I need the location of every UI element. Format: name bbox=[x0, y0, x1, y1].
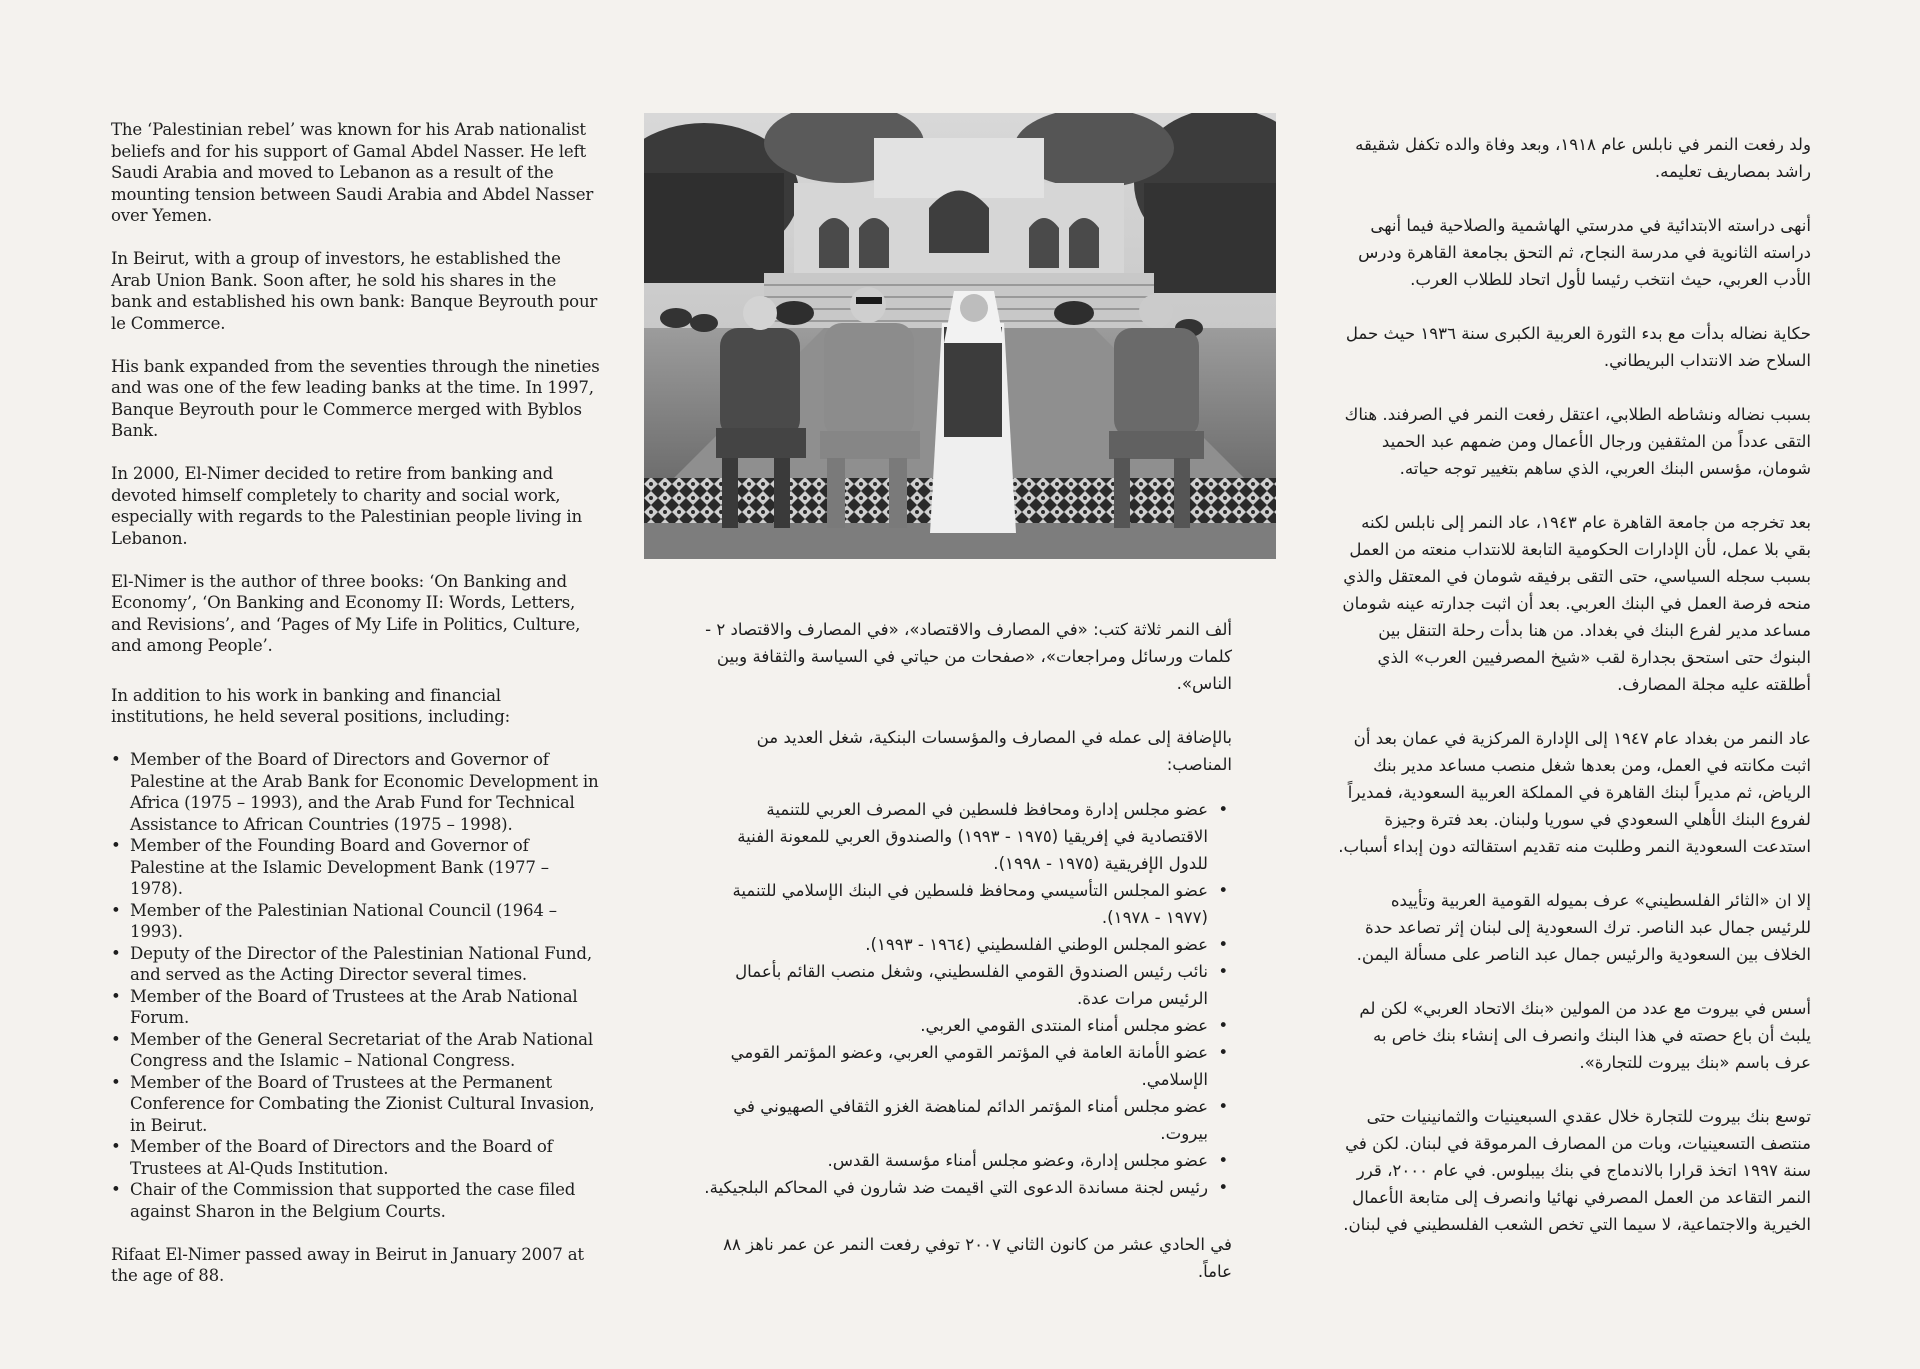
ar-paragraph: توسع بنك بيروت للتجارة خلال عقدي السبعينيات والثمانينيات حتى منتصف التسعينيات، وبات من المصارف المرموقة في لبنان. لكن في سنة ١٩٩٧ اتخذ قرارا بالاندماج في بنك بيبلوس. في عام ٢٠٠٠، قرر النمر التقاعد من العمل المصرفي نهائيا وانصرف إلى متابعة الأعمال الخيرية والاجتماعية، لا سيما التي تخص الشعب الفلسطيني في لبنان. bbox=[1343, 1107, 1811, 1234]
list-item: • نائب رئيس الصندوق القومي الفلسطيني، وشغل منصب القائم بأعمال الرئيس مرات عدة. bbox=[696, 958, 1208, 1012]
en-paragraph: El-Nimer is the author of three books: ‘On Banking and Economy’, ‘On Banking and Economy II: Words, Letters, and Revisions’, and ‘Pages of My Life in Politics, Culture, and among People’. bbox=[111, 571, 581, 655]
arabic-middle-column bbox=[696, 616, 1232, 1312]
list-item: • عضو المجلس الوطني الفلسطيني (١٩٦٤ - ١٩٩٣). bbox=[696, 931, 1208, 958]
en-paragraph: In Beirut, with a group of investors, he established the Arab Union Bank. Soon after, he sold his shares in the bank and established his own bank: Banque Beyrouth pour le Commerce. bbox=[111, 249, 598, 333]
list-item: • Member of the Board of Trustees at the Permanent Conference for Combating the Zionist Cultural Invasion, in Beirut. bbox=[130, 1072, 601, 1137]
list-item: • رئيس لجنة مساندة الدعوى التي اقيمت ضد شارون في المحاكم البلجيكية. bbox=[696, 1174, 1208, 1201]
list-item: • عضو الأمانة العامة في المؤتمر القومي العربي، وعضو المؤتمر القومي الإسلامي. bbox=[696, 1039, 1208, 1093]
english-column bbox=[111, 119, 601, 1308]
list-item: • عضو مجلس إدارة ومحافظ فلسطين في المصرف العربي للتنمية الاقتصادية في إفريقيا (١٩٧٥ - ١٩٩٣) والصندوق العربي للمعونة الفنية للدول الإفريقية (١٩٧٥ - ١٩٩٨). bbox=[696, 796, 1208, 877]
en-paragraph: In 2000, El-Nimer decided to retire from banking and devoted himself completely to charity and social work, especially with regards to the Palestinian people living in Lebanon. bbox=[111, 464, 582, 548]
ar-paragraph: بسبب نضاله ونشاطه الطلابي، اعتقل رفعت النمر في الصرفند. هناك التقى عدداً من المثقفين ورجال الأعمال ومن ضمهم عبد الحميد شومان، مؤسس البنك العربي، الذي ساهم بتغيير توجه حياته. bbox=[1344, 405, 1811, 478]
photo-illustration bbox=[644, 113, 1276, 559]
en-closing: Rifaat El-Nimer passed away in Beirut in January 2007 at the age of 88. bbox=[111, 1244, 584, 1285]
ar-paragraph: عاد النمر من بغداد عام ١٩٤٧ إلى الإدارة المركزية في عمان بعد أن اثبت مكانته في العمل، ومن بعدها شغل منصب مساعد مدير بنك الرياض، ثم مديراً لبنك القاهرة في المملكة العربية السعودية، فمديراً لفروع البنك الأهلي السعودي في سوريا ولبنان. بعد فترة وجيزة استدعت السعودية النمر وطلبت منه تقديم استقالته دون إبداء أسباب. bbox=[1338, 729, 1811, 856]
list-item: • عضو المجلس التأسيسي ومحافظ فلسطين في البنك الإسلامي للتنمية (١٩٧٧ - ١٩٧٨). bbox=[696, 877, 1208, 931]
list-item: • Member of the Board of Directors and Governor of Palestine at the Arab Bank for Economic Development in Africa (1975 – 1993), and the Arab Fund for Technical Assistance to African Countries (1975 – 1998). bbox=[130, 749, 601, 835]
historic-photo bbox=[644, 113, 1276, 559]
arabic-right-column bbox=[1336, 131, 1811, 1265]
list-item: • Chair of the Commission that supported the case filed against Sharon in the Belgium Courts. bbox=[130, 1179, 601, 1222]
ar-closing: في الحادي عشر من كانون الثاني ٢٠٠٧ توفي رفعت النمر عن عمر ناهز ٨٨ عاماً. bbox=[723, 1235, 1232, 1281]
ar-paragraph: أسس في بيروت مع عدد من المولين «بنك الاتحاد العربي» لكن لم يلبث أن باع حصته في هذا البنك وانصرف الى إنشاء بنك خاص به عرف باسم «بنك بيروت للتجارة». bbox=[1359, 999, 1811, 1072]
list-item: • Member of the Board of Directors and the Board of Trustees at Al-Quds Institution. bbox=[130, 1136, 601, 1179]
ar-positions-list bbox=[696, 796, 1232, 1201]
ar-intro-paragraph: بالإضافة إلى عمله في المصارف والمؤسسات البنكية، شغل العديد من المناصب: bbox=[756, 728, 1232, 774]
list-item: • Deputy of the Director of the Palestinian National Fund, and served as the Acting Director several times. bbox=[130, 943, 601, 986]
en-paragraph: His bank expanded from the seventies through the nineties and was one of the few leading banks at the time. In 1997, Banque Beyrouth pour le Commerce merged with Byblos Bank. bbox=[111, 356, 600, 440]
ar-books-paragraph: ألف النمر ثلاثة كتب: «في المصارف والاقتصاد»، «في المصارف والاقتصاد ٢ - كلمات ورسائل ومراجعات»، «صفحات من حياتي في السياسة والثقافة وبين الناس». bbox=[705, 620, 1232, 693]
ar-paragraph: أنهى دراسته الابتدائية في مدرستي الهاشمية والصلاحية فيما أنهى دراسته الثانوية في مدرسة النجاح، ثم التحق بجامعة القاهرة ودرس الأدب العربي، حيث انتخب رئيسا لأول اتحاد للطلاب العرب. bbox=[1358, 216, 1811, 289]
list-item: • عضو مجلس أمناء المؤتمر الدائم لمناهضة الغزو الثقافي الصهيوني في بيروت. bbox=[696, 1093, 1208, 1147]
list-item: • Member of the General Secretariat of the Arab National Congress and the Islamic – National Congress. bbox=[130, 1029, 601, 1072]
en-positions-list bbox=[111, 749, 601, 1222]
en-paragraph: In addition to his work in banking and financial institutions, he held several positions, including: bbox=[111, 685, 511, 726]
ar-paragraph: بعد تخرجه من جامعة القاهرة عام ١٩٤٣، عاد النمر إلى نابلس لكنه بقي بلا عمل، لأن الإدارات الحكومية التابعة للانتداب منعته من العمل بسبب سجله السياسي، حتى التقى برفيقه شومان في المعتقل والذي منحه فرصة العمل في البنك العربي. بعد أن اثبت جدارته عينه شومان مساعد مدير لفرع البنك في بغداد. من هنا بدأت رحلة التنقل بين البنوك حتى استحق بجدارة لقب «شيخ المصرفيين العرب» الذي أطلقته عليه مجلة المصارف. bbox=[1342, 513, 1811, 694]
list-item: • عضو مجلس إدارة، وعضو مجلس أمناء مؤسسة القدس. bbox=[696, 1147, 1208, 1174]
list-item: • Member of the Palestinian National Council (1964 – 1993). bbox=[130, 900, 601, 943]
list-item: • عضو مجلس أمناء المنتدى القومي العربي. bbox=[696, 1012, 1208, 1039]
en-paragraph: The ‘Palestinian rebel’ was known for his Arab nationalist beliefs and for his support of Gamal Abdel Nasser. He left Saudi Arabia and moved to Lebanon as a result of the mounting tension between Saudi Arabia and Abdel Nasser over Yemen. bbox=[111, 120, 594, 225]
list-item: • Member of the Founding Board and Governor of Palestine at the Islamic Development Bank (1977 – 1978). bbox=[130, 835, 601, 900]
ar-paragraph: ولد رفعت النمر في نابلس عام ١٩١٨، وبعد وفاة والده تكفل شقيقه راشد بمصاريف تعليمه. bbox=[1355, 135, 1811, 181]
list-item: • Member of the Board of Trustees at the Arab National Forum. bbox=[130, 986, 601, 1029]
ar-paragraph: حكاية نضاله بدأت مع بدء الثورة العربية الكبرى سنة ١٩٣٦ حيث حمل السلاح ضد الانتداب البريطاني. bbox=[1345, 324, 1811, 370]
ar-paragraph: إلا ان «الثائر الفلسطيني» عرف بميوله القومية العربية وتأييده للرئيس جمال عبد الناصر. ترك السعودية إلى لبنان إثر تصاعد حدة الخلاف بين السعودية والرئيس جمال عبد الناصر على مسألة اليمن. bbox=[1356, 891, 1811, 964]
